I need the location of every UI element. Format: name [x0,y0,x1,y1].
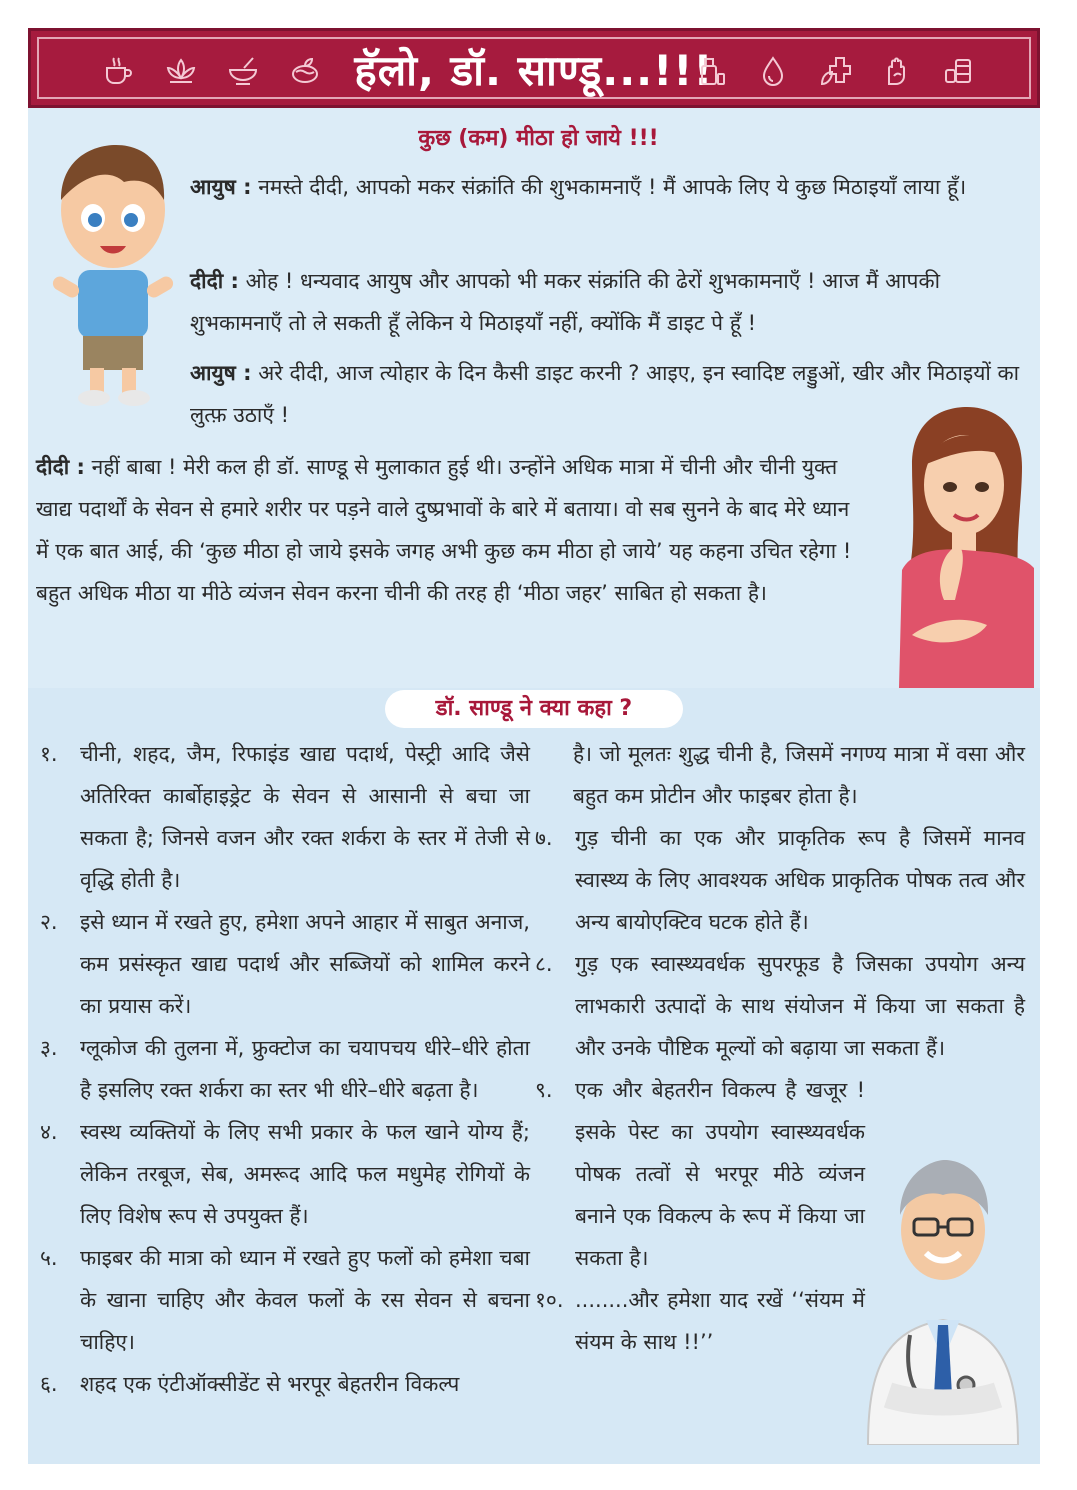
dialog-line-1 [190,166,1035,208]
item-number: ६. [40,1372,58,1396]
dialog-text-1: नमस्ते दीदी, आपको मकर संक्रांति की शुभकामनाएँ ! मैं आपके लिए ये कुछ मिठाइयाँ लाया हूँ। [258,175,967,199]
list-item [535,943,1025,1069]
banner-icons-right [693,53,977,93]
item-number: ४. [40,1120,58,1144]
doctor-illustration [848,1135,1038,1445]
list-item [40,901,530,1027]
dialog-text-2: ओह ! धन्यवाद आयुष और आपको भी मकर संक्रांति की ढेरों शुभकामनाएँ ! आज मैं आपकी शुभकामनाएँ तो ले सकती हूँ लेकिन ये मिठाइयाँ नहीं, क्योंकि मैं डाइट पे हूँ ! [190,269,941,335]
item-number: ३. [40,1036,58,1060]
banner-title: हॅलो, डॉ. साण्डू...!!! [354,46,714,95]
item-text: फाइबर की मात्रा को ध्यान में रखते हुए फलों को हमेशा चबा के खाना चाहिए और केवल फलों के रस सेवन से बचना चाहिए। [80,1246,530,1354]
list-item [535,817,1025,943]
woman-illustration [872,405,1040,688]
item-number: ९. [535,1078,553,1102]
item-text: ........और हमेशा याद रखें ‘‘संयम में संयम के साथ !!’’ [575,1288,865,1354]
hand-leaf-icon [879,53,915,89]
item-number: ८. [535,952,553,976]
list-item [535,1069,865,1279]
item-6-continuation: है। जो मूलतः शुद्ध चीनी है, जिसमें नगण्य मात्रा में वसा और बहुत कम प्रोटीन और फाइबर होता है। [573,742,1025,808]
dialog-text-4: नहीं बाबा ! मेरी कल ही डॉ. साण्डू से मुलाकात हुई थी। उन्होंने अधिक मात्रा में चीनी और चीनी युक्त खाद्य पदार्थों के सेवन से हमारे शरीर पर पड़ने वाले दुष्प्रभावों के बारे में बताया। वो सब सुनने के बाद मेरे ध्यान में एक बात आई, की ‘कुछ मीठा हो जाये इसके जगह अभी कुछ कम मीठा हो जाये’ यह कहना उचित रहेगा ! बहुत अधिक मीठा या मीठे व्यंजन सेवन करना चीनी की तरह ही ‘मीठा जहर’ साबित हो सकता है। [36,455,852,605]
list-item [40,1027,530,1111]
pills-icon [941,53,977,89]
item-text: इसे ध्यान में रखते हुए, हमेशा अपने आहार में साबुत अनाज, कम प्रसंस्कृत खाद्य पदार्थ और सब्जियों को शामिल करने का प्रयास करें। [80,910,530,1018]
list-item [40,1363,530,1405]
speaker-ayush: आयुष : [190,175,252,199]
title-banner [28,28,1040,108]
speaker-didi: दीदी : [190,269,239,293]
item-text: शहद एक एंटीऑक्सीडेंट से भरपूर बेहतरीन विकल्प [80,1372,460,1396]
item-number: ७. [535,826,553,850]
speaker-ayush: आयुष : [190,361,252,385]
boy-illustration [38,140,188,410]
list-item [40,1111,530,1237]
dialog-text-3: अरे दीदी, आज त्योहार के दिन कैसी डाइट करनी ? आइए, इन स्वादिष्ट लड्डुओं, खीर और मिठाइयों का लुत्फ़ उठाएँ ! [190,361,1020,427]
item-text: स्वस्थ व्यक्तियों के लिए सभी प्रकार के फल खाने योग्य हैं; लेकिन तरबूज, सेब, अमरूद आदि फल मधुमेह रोगियों के लिए विशेष रूप से उपयुक्त हैं। [80,1120,530,1228]
item-text: गुड़ चीनी का एक और प्राकृतिक रूप है जिसमें मानव स्वास्थ्य के लिए आवश्यक अधिक प्राकृतिक पोषक तत्व और अन्य बायोएक्टिव घटक होते हैं। [575,826,1025,934]
bottle-icon [693,53,729,89]
item-text: गुड़ एक स्वास्थ्यवर्धक सुपरफूड है जिसका उपयोग अन्य लाभकारी उत्पादों के साथ संयोजन में किया जा सकता है और उनके पौष्टिक मूल्यों को बढ़ाया जा सकता हैं। [575,952,1025,1060]
dialog-line-2 [190,260,1035,344]
speaker-didi: दीदी : [36,455,85,479]
item-number: ५. [40,1246,58,1270]
item-number: १०. [535,1288,564,1312]
item-text: ग्लूकोज की तुलना में, फ्रुक्टोज का चयापचय धीरे–धीरे होता है इसलिए रक्त शर्करा का स्तर भी धीरे–धीरे बढ़ता है। [80,1036,530,1102]
drop-icon [755,53,791,89]
list-item [535,1279,865,1363]
item-number: १. [40,742,58,766]
list-item [40,733,530,901]
advice-left-column [40,733,530,1405]
plus-leaf-icon [817,53,853,89]
item-text: चीनी, शहद, जैम, रिफाइंड खाद्य पदार्थ, पेस्ट्री आदि जैसे अतिरिक्त कार्बोहाइड्रेट के सेवन से आसानी से बचा जा सकता है; जिनसे वजन और रक्त शर्करा के स्तर में तेजी से वृद्धि होती है। [80,742,530,892]
item-number: २. [40,910,58,934]
list-item [40,1237,530,1363]
advice-heading: डॉ. साण्डू ने क्या कहा ? [385,690,683,728]
item-text: एक और बेहतरीन विकल्प है खजूर ! इसके पेस्ट का उपयोग स्वास्थ्यवर्धक पोषक तत्वों से भरपूर मीठे व्यंजन बनाने एक विकल्प के रूप में किया जा सकता है। [575,1078,865,1270]
dialog-line-4 [36,446,860,614]
dialog-heading: कुछ (कम) मीठा हो जाये !!! [418,126,659,151]
